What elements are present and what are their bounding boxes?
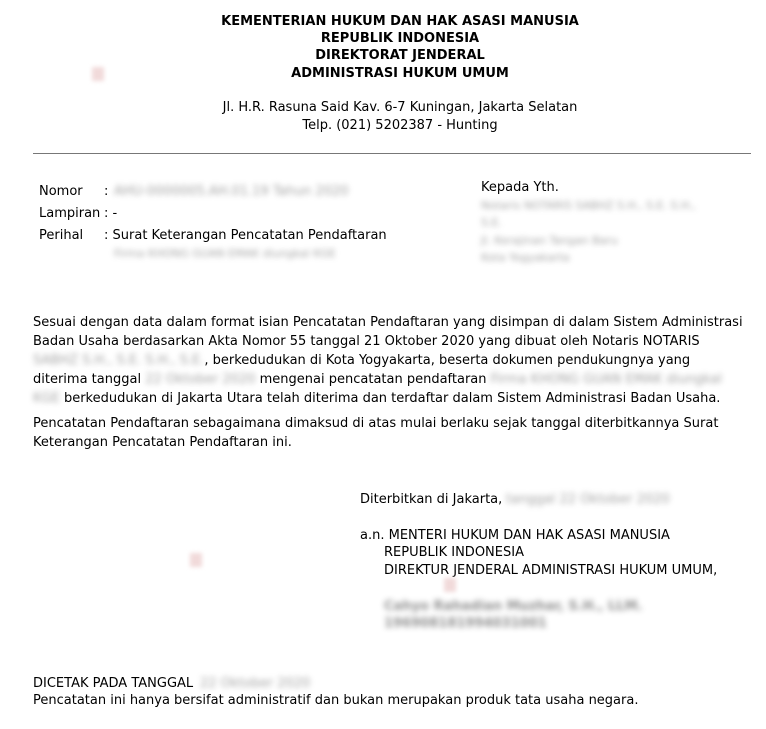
body-p1-text-e: mengenai pencatatan pendaftaran	[259, 372, 487, 387]
nomor-value: AHU-0000005.AH.01.19 Tahun 2020	[114, 184, 349, 199]
redaction-mark	[444, 578, 456, 592]
body-p1-firm: Firma KHONG GUAN EMAK diungkal KGE	[33, 372, 722, 406]
body-paragraph-1	[33, 313, 743, 408]
printed-date: 22 Oktober 2020	[200, 676, 311, 691]
perihal-label: Perihal	[39, 228, 84, 243]
recipient-name: Notaris NOTARIS SABHZ S.H., S.E. S.H.,	[481, 199, 697, 212]
body-p1-text-a: Sesuai dengan data dalam format isian Pencatatan Pendaftaran yang disimpan di dalam Sistem Administrasi Badan Usaha berdasarkan Akta Nomor 55 tanggal 21 Oktober 2020 yang dibuat oleh Notaris NOTARIS	[33, 315, 743, 349]
body-p1-text-c: , berkedudukan di Kota Yogyakarta, beserta dokumen pendukungnya yang diterima tanggal	[33, 353, 691, 387]
signatory-name: Cahyo Rahadian Muzhar, S.H., LLM.	[384, 599, 643, 614]
header-phone: Telp. (021) 5202387 - Hunting	[302, 118, 498, 133]
body-p1-text-g: berkedudukan di Jakarta Utara telah diterima dan terdaftar dalam Sistem Administrasi Badan Usaha.	[63, 391, 721, 406]
redaction-mark	[190, 553, 202, 567]
recipient-street: Jl. Kerajinan Tangan Baru	[481, 234, 618, 247]
header-admin: ADMINISTRASI HUKUM UMUM	[291, 66, 509, 81]
printed-label: DICETAK PADA TANGGAL	[33, 676, 194, 691]
header-address: Jl. H.R. Rasuna Said Kav. 6-7 Kuningan, Jakarta Selatan	[222, 100, 578, 115]
recipient-city: Kota Yogyakarta	[481, 251, 570, 264]
body-p1-date: 22 Oktober 2020	[145, 372, 256, 387]
body-p1-notary: SABHZ S.H., S.E. S.H., S.E.	[33, 353, 205, 368]
signature-an-line1: a.n. MENTERI HUKUM DAN HAK ASASI MANUSIA	[360, 528, 670, 543]
header-ministry: KEMENTERIAN HUKUM DAN HAK ASASI MANUSIA	[221, 14, 579, 29]
redaction-mark	[92, 67, 104, 81]
lampiran-label: Lampiran	[39, 206, 101, 221]
signature-an-line3: DIREKTUR JENDERAL ADMINISTRASI HUKUM UMUM,	[384, 563, 718, 578]
signatory-nip: 196908181994031001	[384, 616, 547, 631]
nomor-sep: :	[104, 184, 109, 199]
nomor-label: Nomor	[39, 184, 83, 199]
recipient-label: Kepada Yth.	[481, 180, 559, 195]
perihal-subject: Firma KHONG GUAN EMAK diungkal KGE	[114, 247, 336, 260]
body-paragraph-2: Pencatatan Pendaftaran sebagaimana dimaksud di atas mulai berlaku sejak tanggal diterbitkannya Surat Keterangan Pencatatan Pendaftaran ini.	[33, 416, 719, 450]
issued-date: tanggal 22 Oktober 2020	[506, 492, 670, 507]
issued-place: Diterbitkan di Jakarta,	[360, 492, 503, 507]
perihal-value: : Surat Keterangan Pencatatan Pendaftaran	[104, 228, 387, 243]
signature-an-line2: REPUBLIK INDONESIA	[384, 545, 524, 560]
footer-note: Pencatatan ini hanya bersifat administratif dan bukan merupakan produk tata usaha negara.	[33, 693, 639, 708]
lampiran-value: : -	[104, 206, 118, 221]
header-directorate: DIREKTORAT JENDERAL	[315, 48, 485, 63]
header-republic: REPUBLIK INDONESIA	[320, 31, 480, 46]
recipient-title: S.E.	[481, 216, 502, 229]
header-divider	[33, 153, 751, 154]
